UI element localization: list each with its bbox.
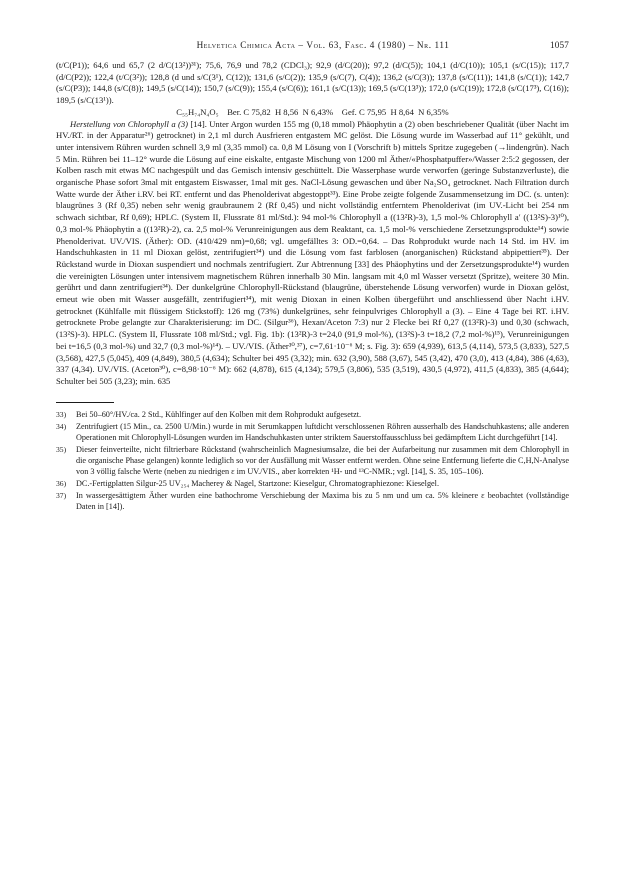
footnote-text: Bei 50–60°/HV./ca. 2 Std., Kühlfinger auf den Kolben mit dem Rohprodukt aufgesetzt. (76, 409, 362, 419)
journal-header: Helvetica Chimica Acta – Vol. 63, Fasc. 4 (1980) – Nr. 111 (196, 40, 450, 50)
section-paragraph (56, 119, 569, 388)
footnote-number: 36) (56, 478, 67, 488)
running-header (56, 40, 569, 54)
footnote-number: 35) (56, 444, 67, 454)
paper-page (56, 40, 569, 513)
main-text (56, 60, 569, 388)
section-title: Herstellung von Chlorophyll a (3) (70, 118, 189, 129)
footnote (56, 421, 569, 443)
footnote-number: 33) (56, 409, 67, 419)
page-number: 1057 (550, 40, 569, 50)
footnote-number: 37) (56, 490, 67, 500)
footnote (56, 490, 569, 512)
footnote-text: DC.-Fertigplatten Silgur-25 UV₂₅₄ Macherey & Nagel, Startzone: Kieselgur, Chromatographiezone: Kieselgel. (76, 478, 439, 488)
footnote (56, 409, 569, 420)
footnote-text: Zentrifugiert (15 Min., ca. 2500 U/Min.) wurde in mit Serumkappen luftdicht verschlossenen Röhren ausserhalb des Handschuhkastens; alle anderen Operationen mit Chlorophyll-Lösungen wurden im Handschuhkasten unter striktem Sauerstoffausschluss bei gedämpftem Licht durchgeführt [14]. (76, 421, 569, 442)
footnote-rule (56, 402, 114, 403)
footnote-text: Dieser feinverteilte, nicht filtrierbare Rückstand (wahrscheinlich Magnesiumsalze, die bei der Aufarbeitung nur zusammen mit dem Chlorophyll in die organische Phase gelangen) konnte lediglich so vor der Ausfällung mit Wasser entfernt werden. Ohne seine Entfernung lieferte die C,H,N-Analyse von 3 völlig falsche Werte (neben zu niedrigen ε im UV./VIS., aber korrekten ¹H- und ¹³C-NMR.; vgl. [14], S. 35, 105–106). (76, 444, 569, 476)
footnote-text: In wassergesättigtem Äther wurden eine bathochrome Verschiebung der Maxima bis zu 5 nm und um ca. 5% kleinere ε beobachtet (vollständige Daten in [14]). (76, 490, 569, 511)
footnote-number: 34) (56, 421, 67, 431)
footnotes (56, 409, 569, 512)
footnote (56, 478, 569, 489)
elemental-analysis: C₅₅H₇₄N₄O₅ Ber. C 75,82 H 8,56 N 6,43% Gef. C 75,95 H 8,64 N 6,35% (176, 106, 449, 117)
nmr-continuation: (t/C(P1)); 64,6 und 65,7 (2 d/C(13²))³¹); 75,6, 76,9 und 78,2 (CDCl₃); 92,9 (d/C(20)); 97,2 (d/C(5)); 104,1 (d/C(10)); 105,1 (s/C(15)); 117,7 (d/C(P2)); 122,4 (t/C(3²)); 128,8 (d und s/C(3¹), C(12)); 131,6 (s/C(2)); 135,9 (s/C(7), C(4)); 136,2 (s/C(3)); 137,8 (s/C(11)); 141,8 (s/C(1)); 142,7 (s/C(P3)); 144,8 (s/C(8)); 149,5 (s/C(14)); 150,7 (s/C(9)); 155,4 (s/C(6)); 161,1 (s/C(13)); 169,5 (s/C(13³)); 172,0 (s/C(19)); 172,8 (s/C(17³), C(16)); 189,5 (s/C(13¹)). (56, 60, 569, 106)
section-text: [14]. Unter Argon wurden 155 mg (0,18 mmol) Phäophytin a (2) oben beschriebener Qualität (über Nacht im HV./RT. in der Apparatur²⁶) getrocknet) in 2,1 ml durch Ausfrieren entgastem MC gelöst. Die Lösung wurde im Wasserbad auf 11° gekühlt, und unter intensivem Rühren wurden schnell 3,9 ml (3,35 mmol) ca. 0,8 M Lösung von I (Vorschrift b) mittels Spritze zugegeben (→lindengrün). Nach 5 Min. Rühren bei 11–12° wurde die Lösung auf eine eiskalte, entgaste Mischung von 1200 ml Äther/«Phosphatpuffer»/Wasser 2:5:2 gegossen, der Kolben rasch mit etwas MC nachgespült und das Gemisch intensiv geschüttelt. Die Wasserphase wurde verworfen (geringe Substanzverluste), die organische Phase sofort 3mal mit entgastem Eiswasser, 1mal mit ges. NaCl-Lösung gewaschen und über Na₂SO₄ getrocknet. Nach Filtration durch Watte wurde der Äther i.RV. bei RT. entfernt und das Phenolderivat abgestoppt³³). Eine Probe zeigte folgende Zusammensetzung im DC. (s. unten): blaugrünes 3 (Rf 0,35) neben sehr wenig graubraunem 2 (Rf 0,45) und nicht vollständig entferntem Phenolderivat (im UV.-Licht bei 254 nm schwach sichtbar, Rf 0,69); HPLC. (System II, Flussrate 81 ml/Std.): 94 mol-% Chlorophyll a ((13²R)-3), 1,5 mol-% Chlorophyll a′ ((13²S)-3)¹⁰), 0,3 mol-% Phäophytin a ((13²R)-2), ca. 2,5 mol-% Verunreinigungen aus dem Reaktant, ca. 1,5 mol-% verschiedene Zersetzungsprodukte¹⁴) sowie Phenolderivat. UV./VIS. (Äther): OD. (410/429 nm)=0,68; vgl. umgefälltes 3: OD.=0,64. – Das Rohprodukt wurde nach 14 Std. im HV. im Handschuhkasten in 11 ml Dioxan gelöst, zentrifugiert³⁴) und die Lösung vom fast farblosen (anorganischen) Rückstand abpipettiert³⁵). Der Rückstand wurde in Dioxan suspendiert und nochmals zentrifugiert. Zur Abtrennung [33] des Phäophytins und der Zersetzungsprodukte¹⁴) wurden die vereinigten Lösungen unter intensivem magnetischem Rühren innerhalb 30 Min. langsam mit 4,0 ml Wasser versetzt (Spritze), weitere 30 Min. gerührt und dann zentrifugiert³⁴). Der dunkelgrüne Chlorophyll-Rückstand (blaugrüne, überstehende Lösung verworfen) wurde in Dioxan gelöst, erneut wie oben mit Wasser ausgefällt, zentrifugiert³⁴), mit wenig Dioxan in einen Kolben übergeführt und anschliessend über Nacht i.HV. getrocknet (Kühlfalle mit flüssigem Stickstoff): 126 mg (73%) dunkelgrünes, sehr feinpulvriges Chlorophyll a (3). – Eine 4 Tage bei RT. i.HV. getrocknete Probe gelangte zur Charakterisierung: im DC. (Silgur³⁶), Hexan/Aceton 7:3) nur 2 Flecke bei Rf 0,27 ((13²R)-3) und 0,30 (schwach, (13²S)-3). HPLC. (System II, Flussrate 108 ml/Std.; vgl. Fig. 1b): (13²R)-3 t=24,0 (91,9 mol-%), (13²S)-3 t=18,2 (7,2 mol-%)¹⁵), Verunreinigungen bei t=16,5 (0,3 mol-%) und 32,7 (0,3 mol-%)¹⁴). – UV./VIS. (Äther³⁰,³⁷), c=7,61·10⁻⁶ M; s. Fig. 3): 659 (4,939), 613,5 (4,114), 573,5 (3,833), 527,5 (3,568), 427,5 (5,045), 409 (4,849), 380,5 (4,634); Schulter bei 495 (3,32); min. 632 (3,90), 588 (3,67), 545 (3,42), 470 (3,0), 413 (4,84), 386 (4,63), 337 (4,34). UV./VIS. (Aceton³⁰), c=8,98·10⁻⁶ M): 662 (4,878), 615 (4,134); 579,5 (3,806), 535 (3,519), 430,5 (4,972), 411,5 (4,833), 385 (4,644); Schulter bei 505 (3,23); min. 635 (56, 118, 569, 386)
footnote (56, 444, 569, 477)
